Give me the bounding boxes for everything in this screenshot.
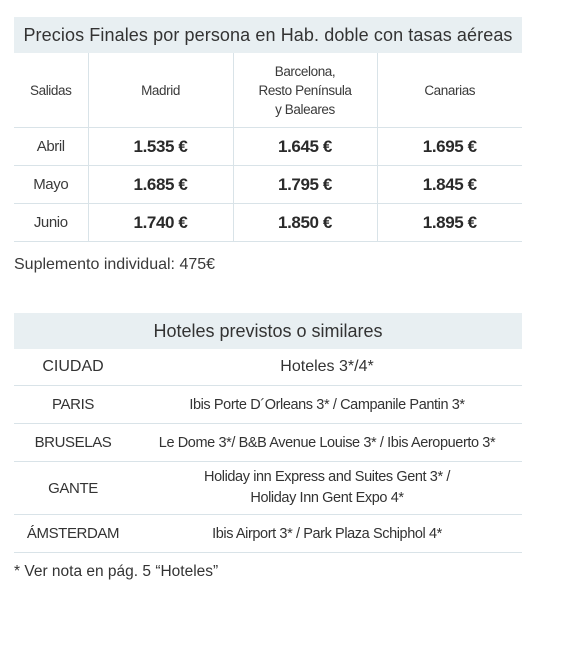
content bbox=[14, 17, 522, 581]
price-barcelona: 1.795 € bbox=[233, 166, 377, 204]
table-row bbox=[14, 166, 522, 204]
city-cell: PARIS bbox=[14, 386, 132, 424]
month-cell: Junio bbox=[14, 204, 88, 242]
city-cell: ÁMSTERDAM bbox=[14, 515, 132, 553]
table-row bbox=[14, 424, 522, 462]
hotels-cell-text: Holiday inn Express and Suites Gent 3* / Holiday Inn Gent Expo 4* bbox=[204, 469, 450, 506]
prices-title: Precios Finales por persona en Hab. doble con tasas aéreas bbox=[14, 17, 522, 53]
hotels-cell: Ibis Porte D´Orleans 3* / Campanile Pantin 3* bbox=[132, 386, 522, 424]
table-row bbox=[14, 462, 522, 515]
hotels-title: Hoteles previstos o similares bbox=[14, 313, 522, 349]
price-madrid: 1.740 € bbox=[88, 204, 233, 242]
header-madrid: Madrid bbox=[88, 53, 233, 128]
prices-table bbox=[14, 53, 522, 242]
city-cell: GANTE bbox=[14, 462, 132, 515]
price-canarias: 1.895 € bbox=[377, 204, 522, 242]
header-barcelona bbox=[233, 53, 377, 128]
header-barcelona-text: Barcelona, Resto Península y Baleares bbox=[258, 63, 352, 117]
price-barcelona: 1.850 € bbox=[233, 204, 377, 242]
supplement-text: Suplemento individual: 475€ bbox=[14, 256, 216, 273]
hotels-cell: Le Dome 3*/ B&B Avenue Louise 3* / Ibis Aeropuerto 3* bbox=[132, 424, 522, 462]
price-canarias: 1.845 € bbox=[377, 166, 522, 204]
price-madrid: 1.535 € bbox=[88, 128, 233, 166]
hotels-note: * Ver nota en pág. 5 “Hoteles” bbox=[14, 563, 219, 580]
price-barcelona: 1.645 € bbox=[233, 128, 377, 166]
header-hotels: Hoteles 3*/4* bbox=[132, 349, 522, 386]
header-canarias: Canarias bbox=[377, 53, 522, 128]
header-salidas: Salidas bbox=[14, 53, 88, 128]
table-row bbox=[14, 128, 522, 166]
month-cell: Mayo bbox=[14, 166, 88, 204]
prices-header-row bbox=[14, 53, 522, 128]
hotels-table bbox=[14, 349, 522, 553]
hotels-cell bbox=[132, 462, 522, 515]
table-row bbox=[14, 515, 522, 553]
price-madrid: 1.685 € bbox=[88, 166, 233, 204]
hotels-cell: Ibis Airport 3* / Park Plaza Schiphol 4* bbox=[132, 515, 522, 553]
month-cell: Abril bbox=[14, 128, 88, 166]
table-row bbox=[14, 204, 522, 242]
city-cell: BRUSELAS bbox=[14, 424, 132, 462]
header-city: CIUDAD bbox=[14, 349, 132, 386]
hotels-header-row bbox=[14, 349, 522, 386]
table-row bbox=[14, 386, 522, 424]
price-canarias: 1.695 € bbox=[377, 128, 522, 166]
